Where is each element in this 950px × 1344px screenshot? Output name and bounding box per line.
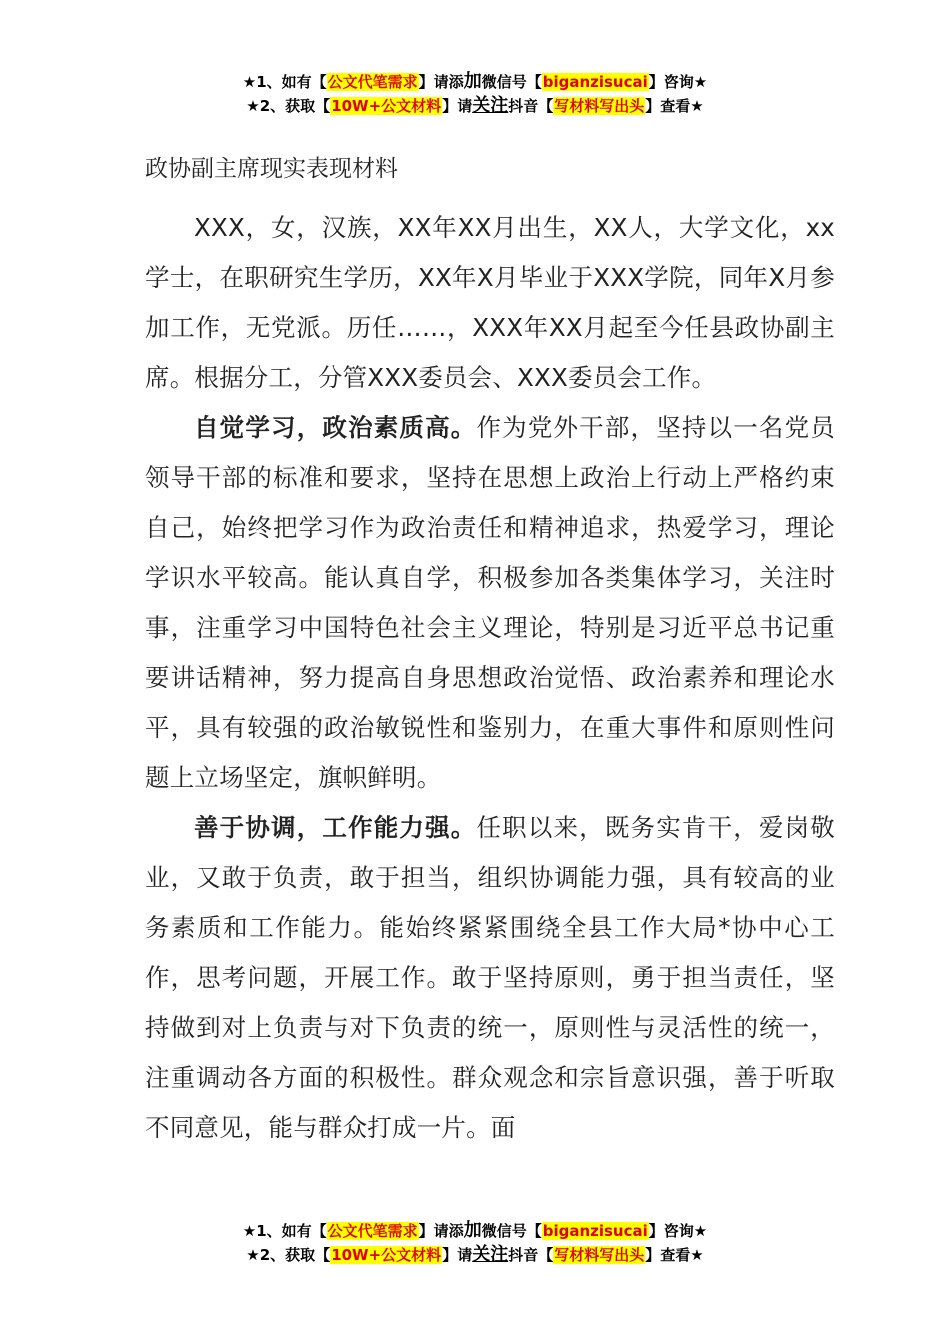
paragraph-text: XXX，女，汉族，XX年XX月出生，XX人，大学文化，xx学士，在职研究生学历，XX年X月毕业于XXX学院，同年X月参加工作，无党派。历任……，XXX年XX月起至今任县政协副主席。根据分工，分管XXX委员会、XXX委员会工作。 [145, 213, 835, 392]
banner-text: 加 [463, 71, 482, 92]
banner-highlight: 10W+公文材料 [331, 1246, 442, 1264]
banner-wechat-id: biganzisucai [542, 1222, 648, 1240]
banner-highlight: 公文代笔需求 [327, 73, 418, 91]
banner-text: 关注 [472, 1244, 509, 1265]
banner-text: ★1、如有【 [242, 73, 327, 91]
banner-text: 】请添 [418, 73, 464, 91]
banner-line-2 [0, 1243, 950, 1267]
banner-text: 】请 [442, 1246, 473, 1264]
banner-text: 微信号【 [481, 73, 542, 91]
banner-text: 】咨询★ [648, 73, 708, 91]
banner-text: 】查看★ [645, 97, 704, 115]
banner-text: ★1、如有【 [242, 1222, 327, 1240]
paragraph-heading: 自觉学习，政治素质高。 [194, 413, 477, 442]
paragraph-profile [145, 203, 835, 403]
banner-douyin-id: 写材料写出头 [554, 1246, 645, 1264]
banner-text: ★2、获取【 [246, 1246, 331, 1264]
header-banner [0, 70, 950, 118]
banner-text: 关注 [472, 95, 509, 116]
banner-text: 】查看★ [645, 1246, 704, 1264]
banner-text: 抖音【 [508, 1246, 554, 1264]
banner-line-2 [0, 94, 950, 118]
footer-banner [0, 1219, 950, 1267]
paragraph-text: 作为党外干部，坚持以一名党员领导干部的标准和要求，坚持在思想上政治上行动上严格约束自己，始终把学习作为政治责任和精神追求，热爱学习，理论学识水平较高。能认真自学，积极参加各类集体学习，关注时事，注重学习中国特色社会主义理论，特别是习近平总书记重要讲话精神，努力提高自身思想政治觉悟、政治素养和理论水平，具有较强的政治敏锐性和鉴别力，在重大事件和原则性问题上立场坚定，旗帜鲜明。 [145, 413, 835, 792]
document-title: 政协副主席现实表现材料 [145, 156, 398, 182]
banner-highlight: 10W+公文材料 [331, 97, 442, 115]
banner-text: ★2、获取【 [246, 97, 331, 115]
banner-line-1 [0, 70, 950, 94]
banner-highlight: 公文代笔需求 [327, 1222, 418, 1240]
paragraph-text: 任职以来，既务实肯干，爱岗敬业，又敢于负责，敢于担当，组织协调能力强，具有较高的业务素质和工作能力。能始终紧紧围绕全县工作大局*协中心工作，思考问题，开展工作。敢于坚持原则，勇于担当责任，坚持做到对上负责与对下负责的统一，原则性与灵活性的统一，注重调动各方面的积极性。群众观念和宗旨意识强，善于听取不同意见，能与群众打成一片。面 [145, 813, 835, 1142]
banner-text: 微信号【 [481, 1222, 542, 1240]
banner-text: 加 [463, 1220, 482, 1241]
banner-text: 抖音【 [508, 97, 554, 115]
paragraph-coordination [145, 803, 835, 1153]
paragraph-study [145, 403, 835, 803]
document-body [145, 147, 835, 1153]
banner-text: 】请 [442, 97, 473, 115]
banner-line-1 [0, 1219, 950, 1243]
banner-text: 】咨询★ [648, 1222, 708, 1240]
banner-text: 】请添 [418, 1222, 464, 1240]
banner-douyin-id: 写材料写出头 [554, 97, 645, 115]
paragraph-heading: 善于协调，工作能力强。 [194, 813, 477, 842]
banner-wechat-id: biganzisucai [542, 73, 648, 91]
